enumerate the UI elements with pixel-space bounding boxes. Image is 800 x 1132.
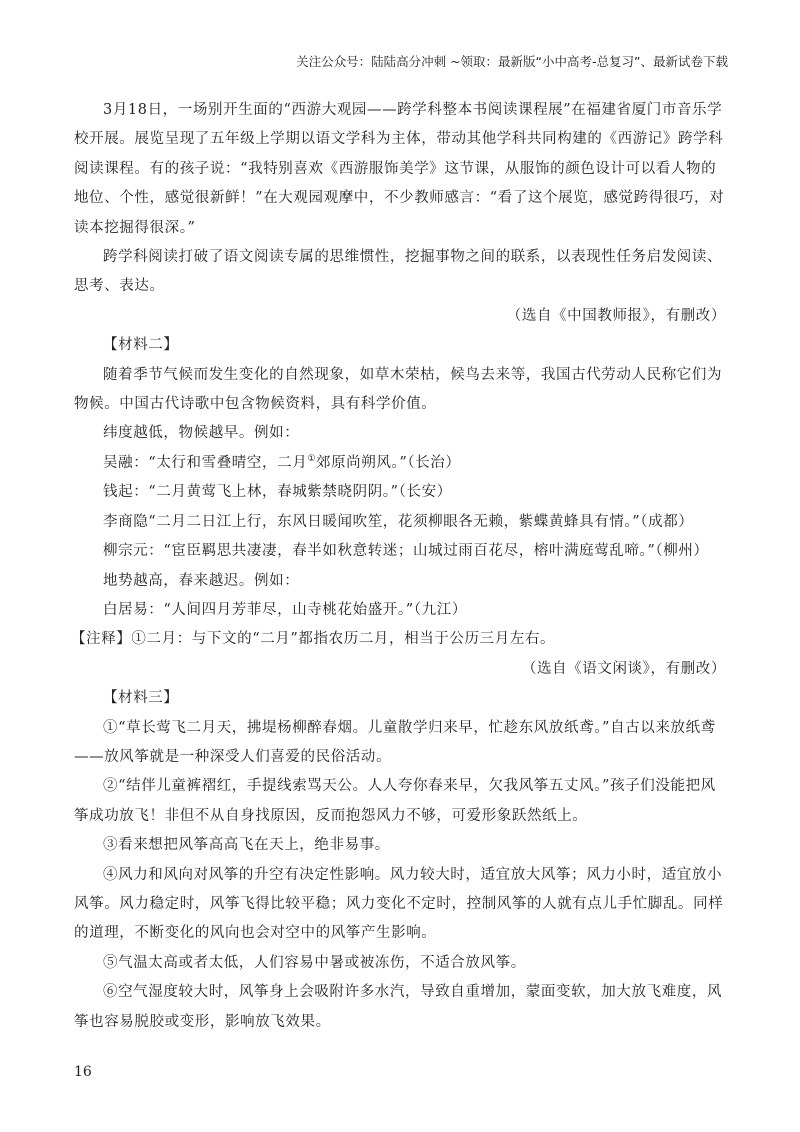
- material3-item-1: ①“草长莺飞二月天，拂堤杨柳醉春烟。儿童散学归来早，忙趁东风放纸鸢。”自古以来放纸鸢——放风筝就是一种深受人们喜爱的民俗活动。: [74, 719, 716, 765]
- material3-item-4: ④风力和风向对风筝的升空有决定性影响。风力较大时，适宜放大风筝；风力小时，适宜放小风筝。风力稳定时，风筝飞得比较平稳；风力变化不定时，控制风筝的人就有点儿手忙脚乱。同样的道理，不断变化的风向也会对空中的风筝产生影响。: [74, 866, 724, 942]
- footnote-marker: ①: [307, 454, 316, 465]
- poem-lishangyin: 李商隐“二月二日江上行，东风日暖闻吹笙，花须柳眼各无赖，紫蝶黄蜂具有情。”（成都）: [103, 513, 694, 530]
- material1-source: （选自《中国教师报》，有删改）: [506, 307, 726, 324]
- material2-source: （选自《语文闲谈》，有删改）: [521, 660, 726, 677]
- material1-paragraph-2: 跨学科阅读打破了语文阅读专属的思维惯性，挖掘事物之间的联系，以表现性任务启发阅读、思考、表达。: [74, 249, 723, 295]
- material3-heading: 【材料三】: [103, 690, 179, 707]
- altitude-rule: 地势越高，春来越迟。例如：: [103, 572, 300, 589]
- poem-wurong-text-end: 郊原尚朔风。”（长治）: [315, 454, 461, 471]
- material2-footnote: 【注释】①二月：与下文的“二月”都指农历二月，相当于公历三月左右。: [71, 631, 556, 648]
- material3-item-2: ②“结伴儿童裤褶红，手提线索骂天公。人人夸你春来早，欠我风筝五丈风。”孩子们没能把风筝成功放飞！非但不从自身找原因，反而抱怨风力不够，可爱形象跃然纸上。: [74, 778, 716, 824]
- poem-liuzongyuan: 柳宗元：“宦臣羁思共凄凄，春半如秋意转迷；山城过雨百花尽，榕叶满庭莺乱啼。”（柳州）: [103, 543, 709, 560]
- poem-wurong: [74, 449, 726, 478]
- document-body: [71, 96, 726, 1037]
- poem-qianqi: 钱起：“二月黄莺飞上林，春城紫禁晓阴阴。”（长安）: [103, 484, 452, 501]
- material2-intro: 随着季节气候而发生变化的自然现象，如草木荣枯，候鸟去来等，我国古代劳动人民称它们为物候。中国古代诗歌中包含物候资料，具有科学价值。: [74, 366, 723, 413]
- material3-item-5: ⑤气温太高或者太低，人们容易中暑或被冻伤，不适合放风筝。: [103, 954, 526, 971]
- material2-heading: 【材料二】: [103, 337, 179, 354]
- material3-item-3: ③看来想把风筝高高飞在天上，绝非易事。: [103, 837, 390, 854]
- page-number: 16: [74, 1064, 92, 1080]
- header-promo-note: 关注公众号：陆陆高分冲刺 ~领取：最新版“小中高考-总复习”、最新试卷下载: [296, 54, 728, 69]
- material3-item-6: ⑥空气湿度较大时，风筝身上会吸附许多水汽，导致自重增加，蒙面变软，加大放飞难度，风筝也容易脱胶或变形，影响放飞效果。: [74, 984, 723, 1030]
- material1-paragraph-1: 3月18日，一场别开生面的“西游大观园——跨学科整本书阅读课程展”在福建省厦门市音乐学校开展。展览呈现了五年级上学期以语文学科为主体，带动其他学科共同构建的《西游记》跨学科阅读课程。有的孩子说：“我特别喜欢《西游服饰美学》这节课，从服饰的颜色设计可以看人物的地位、个性，感觉很新鲜！”在大观园观摩中，不少教师感言：“看了这个展览，感觉跨得很巧，对读本挖掘得很深。”: [74, 102, 725, 236]
- poem-baijuyi: 白居易：“人间四月芳菲尽，山寺桃花始盛开。”（九江）: [103, 601, 467, 618]
- latitude-rule: 纬度越低，物候越早。例如：: [103, 425, 300, 442]
- poem-wurong-text: 吴融：“太行和雪叠晴空，二月: [103, 454, 308, 471]
